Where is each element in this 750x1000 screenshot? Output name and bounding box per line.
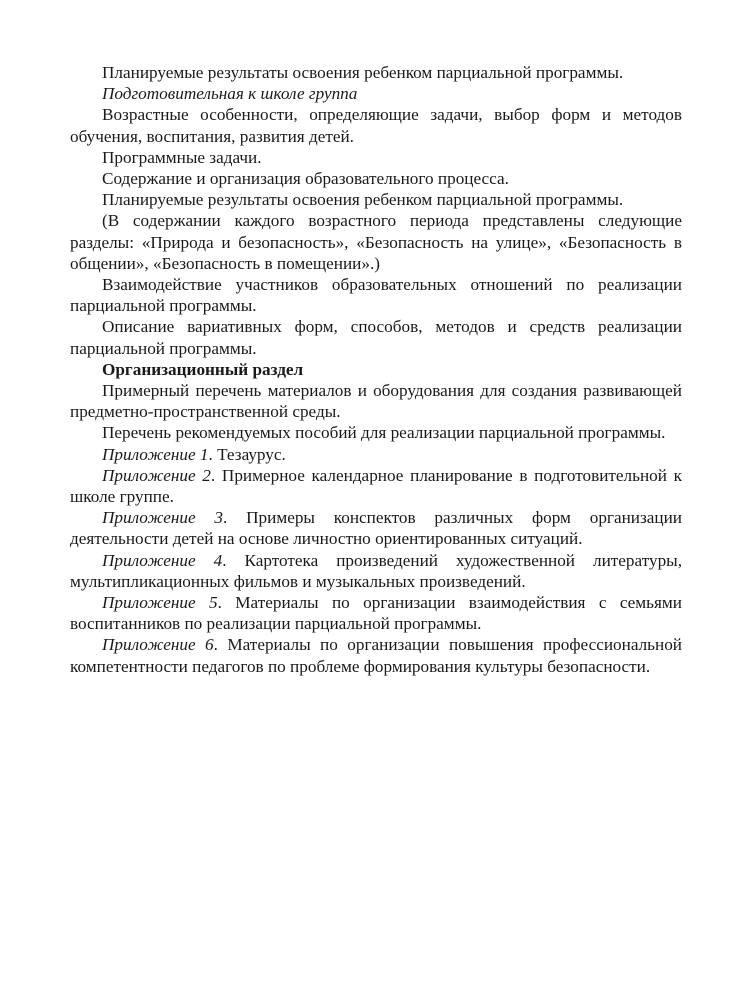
- appendix-label: Приложение 6: [102, 635, 214, 655]
- paragraph-content-organization: Содержание и организация образовательного процесса.: [102, 169, 509, 189]
- subheading-preparatory-group: Подготовительная к школе группа: [102, 84, 358, 104]
- appendix-text: . Материалы по организации взаимодействия с семьями воспитанников по реализации парциальной программы.: [70, 593, 683, 634]
- appendix-2: [70, 465, 682, 507]
- appendix-text: . Материалы по организации повышения профессиональной компетентности педагогов по проблеме формирования культуры безопасности.: [70, 635, 683, 676]
- appendix-text: . Примеры конспектов различных форм организации деятельности детей на основе личностно ориентированных ситуаций.: [70, 508, 682, 549]
- paragraph-materials-list: Примерный перечень материалов и оборудования для создания развивающей предметно-пространственной среды.: [70, 381, 682, 422]
- appendix-label: Приложение 3: [102, 508, 224, 528]
- appendix-3: [70, 507, 682, 549]
- appendix-text: . Тезаурус.: [208, 444, 286, 464]
- paragraph-planned-results-2: Планируемые результаты освоения ребенком парциальной программы.: [102, 190, 624, 210]
- paragraph-recommended-aids: Перечень рекомендуемых пособий для реализации парциальной программы.: [102, 423, 666, 443]
- paragraph-age-features: Возрастные особенности, определяющие задачи, выбор форм и методов обучения, воспитания, развития детей.: [70, 105, 682, 146]
- appendix-6: [70, 634, 682, 676]
- section-heading-organizational: Организационный раздел: [102, 359, 304, 379]
- appendix-5: [70, 592, 682, 634]
- appendix-label: Приложение 2: [102, 465, 211, 485]
- paragraph-sections-note: (В содержании каждого возрастного периода представлены следующие разделы: «Природа и безопасность», «Безопасность на улице», «Безопасность в общении», «Безопасность в помещении».): [70, 211, 682, 273]
- paragraph-variative-forms: Описание вариативных форм, способов, методов и средств реализации парциальной программы.: [70, 317, 682, 358]
- appendix-text: . Картотека произведений художественной литературы, мультипликационных фильмов и музыкальных произведений.: [70, 550, 683, 591]
- appendix-label: Приложение 4: [102, 550, 223, 570]
- paragraph-interaction: Взаимодействие участников образовательных отношений по реализации парциальной программы.: [70, 275, 682, 316]
- appendix-4: [70, 550, 682, 592]
- paragraph-program-tasks: Программные задачи.: [102, 147, 262, 167]
- appendix-1: [70, 444, 682, 465]
- appendix-text: . Примерное календарное планирование в подготовительной к школе группе.: [70, 465, 682, 507]
- paragraph-planned-results-1: Планируемые результаты освоения ребенком парциальной программы.: [102, 63, 624, 82]
- appendix-label: Приложение 5: [102, 593, 218, 613]
- appendix-label: Приложение 1: [102, 444, 209, 464]
